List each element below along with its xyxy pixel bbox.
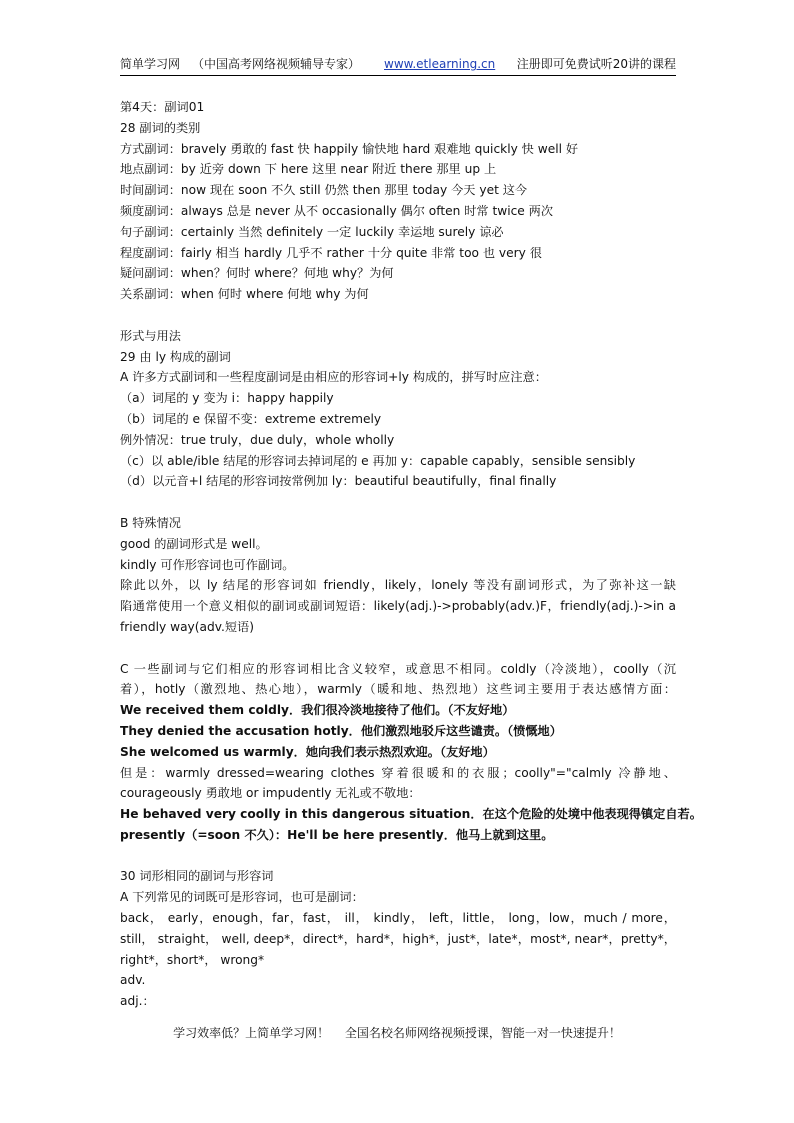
header-url-link[interactable]: www.etlearning.cn [384,57,496,71]
header-site-name: 简单学习网 [120,57,181,71]
footer-right-text: 全国名校名师网络视频授课，智能一对一快速提升！ [344,1026,621,1040]
text-line: 时间副词：now 现在 soon 不久 still 仍然 then 那里 today 今天 yet 这今 [120,183,528,198]
blank-line [120,305,676,326]
text-line: She welcomed us warmly．她向我们表示热烈欢迎。（友好地） [120,744,495,759]
text-line: adv. [120,973,146,988]
text-line: 28 副词的类别 [120,120,201,135]
text-line: （a）词尾的 y 变为 i：happy happily [120,391,334,406]
page-header [120,55,676,76]
blank-line [120,492,676,513]
text-line: A 下列常见的词既可是形容词，也可是副词： [120,890,364,905]
text-line: 方式副词：bravely 勇敢的 fast 快 happily 愉快地 hard 艰难地 quickly 快 well 好 [120,141,579,156]
header-promo: 注册即可免费试听20讲的课程 [516,57,676,71]
text-line: 形式与用法 [120,328,181,343]
text-line: presently（=soon 不久）：He'll be here presently．他马上就到这里。 [120,827,554,842]
text-line: 但是：warmly dressed=wearing clothes 穿着很暖和的衣服；coolly"="calmly 冷静地、 [120,765,676,780]
text-line: 关系副词：when 何时 where 何地 why 为何 [120,287,369,302]
text-line: （c）以 able/ible 结尾的形容词去掉词尾的 e 再加 y：capable capably，sensible sensibly [120,453,636,468]
text-line: We received them coldly．我们很冷淡地接待了他们。（不友好地） [120,703,515,718]
text-line: 句子副词：certainly 当然 definitely 一定 luckily 幸运地 surely 谅必 [120,224,504,239]
text-line: 除此以外，以 ly 结尾的形容词如 friendly，likely，lonely 等没有副词形式，为了弥补这一缺 [120,578,676,593]
text-line: （d）以元音+l 结尾的形容词按常例加 ly：beautiful beautifully，final finally [120,474,557,489]
blank-line [120,846,676,867]
text-line: right*，short*， wrong* [120,952,265,967]
text-line: B 特殊情况 [120,515,181,530]
text-line: He behaved very coolly in this dangerous situation．在这个危险的处境中他表现得镇定自若。 [120,807,702,822]
text-line: 着），hotly（激烈地、热心地），warmly（暖和地、热烈地）这些词主要用于表达感情方面： [120,682,676,697]
document-body [120,97,702,1012]
text-line: adj.： [120,994,155,1009]
text-line: friendly way(adv.短语) [120,619,254,634]
text-line: good 的副词形式是 well。 [120,536,268,551]
text-line: 疑问副词：when？何时 where？何地 why？为何 [120,266,394,281]
text-line: 程度副词：fairly 相当 hardly 几乎不 rather 十分 quite 非常 too 也 very 很 [120,245,542,260]
text-line: still， straight， well, deep*，direct*，hard*，high*，just*，late*，most*, near*，pretty*， [120,931,676,946]
text-line: back， early，enough，far，fast， ill， kindly， left，little， long，low，much / more， [120,911,676,926]
blank-line [120,638,676,659]
text-line: 29 由 ly 构成的副词 [120,349,231,364]
text-line: They denied the accusation hotly．他们激烈地驳斥这些谴责。（愤慨地） [120,723,562,738]
text-line: 地点副词：by 近旁 down 下 here 这里 near 附近 there 那里 up 上 [120,162,497,177]
text-line: kindly 可作形容词也可作副词。 [120,557,295,572]
footer-left-text: 学习效率低？上简单学习网！ [173,1026,330,1040]
text-line: 频度副词：always 总是 never 从不 occasionally 偶尔 often 时常 twice 两次 [120,203,554,218]
text-line: C 一些副词与它们相应的形容词相比含义较窄，或意思不相同。coldly（冷淡地），coolly（沉 [120,661,676,676]
header-tagline: （中国高考网络视频辅导专家） [192,57,361,71]
text-line: 30 词形相同的副词与形容词 [120,869,274,884]
document-title: 第4天：副词01 [120,100,205,114]
text-line: 陷通常使用一个意义相似的副词或副词短语：likely(adj.)->probably(adv.)F，friendly(adj.)->in a [120,599,676,614]
text-line: 例外情况：true truly，due duly，whole wholly [120,432,395,447]
text-line: （b）词尾的 e 保留不变：extreme extremely [120,411,382,426]
text-line: A 许多方式副词和一些程度副词是由相应的形容词+ly 构成的，拼写时应注意： [120,370,547,385]
page-footer [0,1025,794,1041]
text-line: courageously 勇敢地 or impudently 无礼或不敬地： [120,786,421,801]
